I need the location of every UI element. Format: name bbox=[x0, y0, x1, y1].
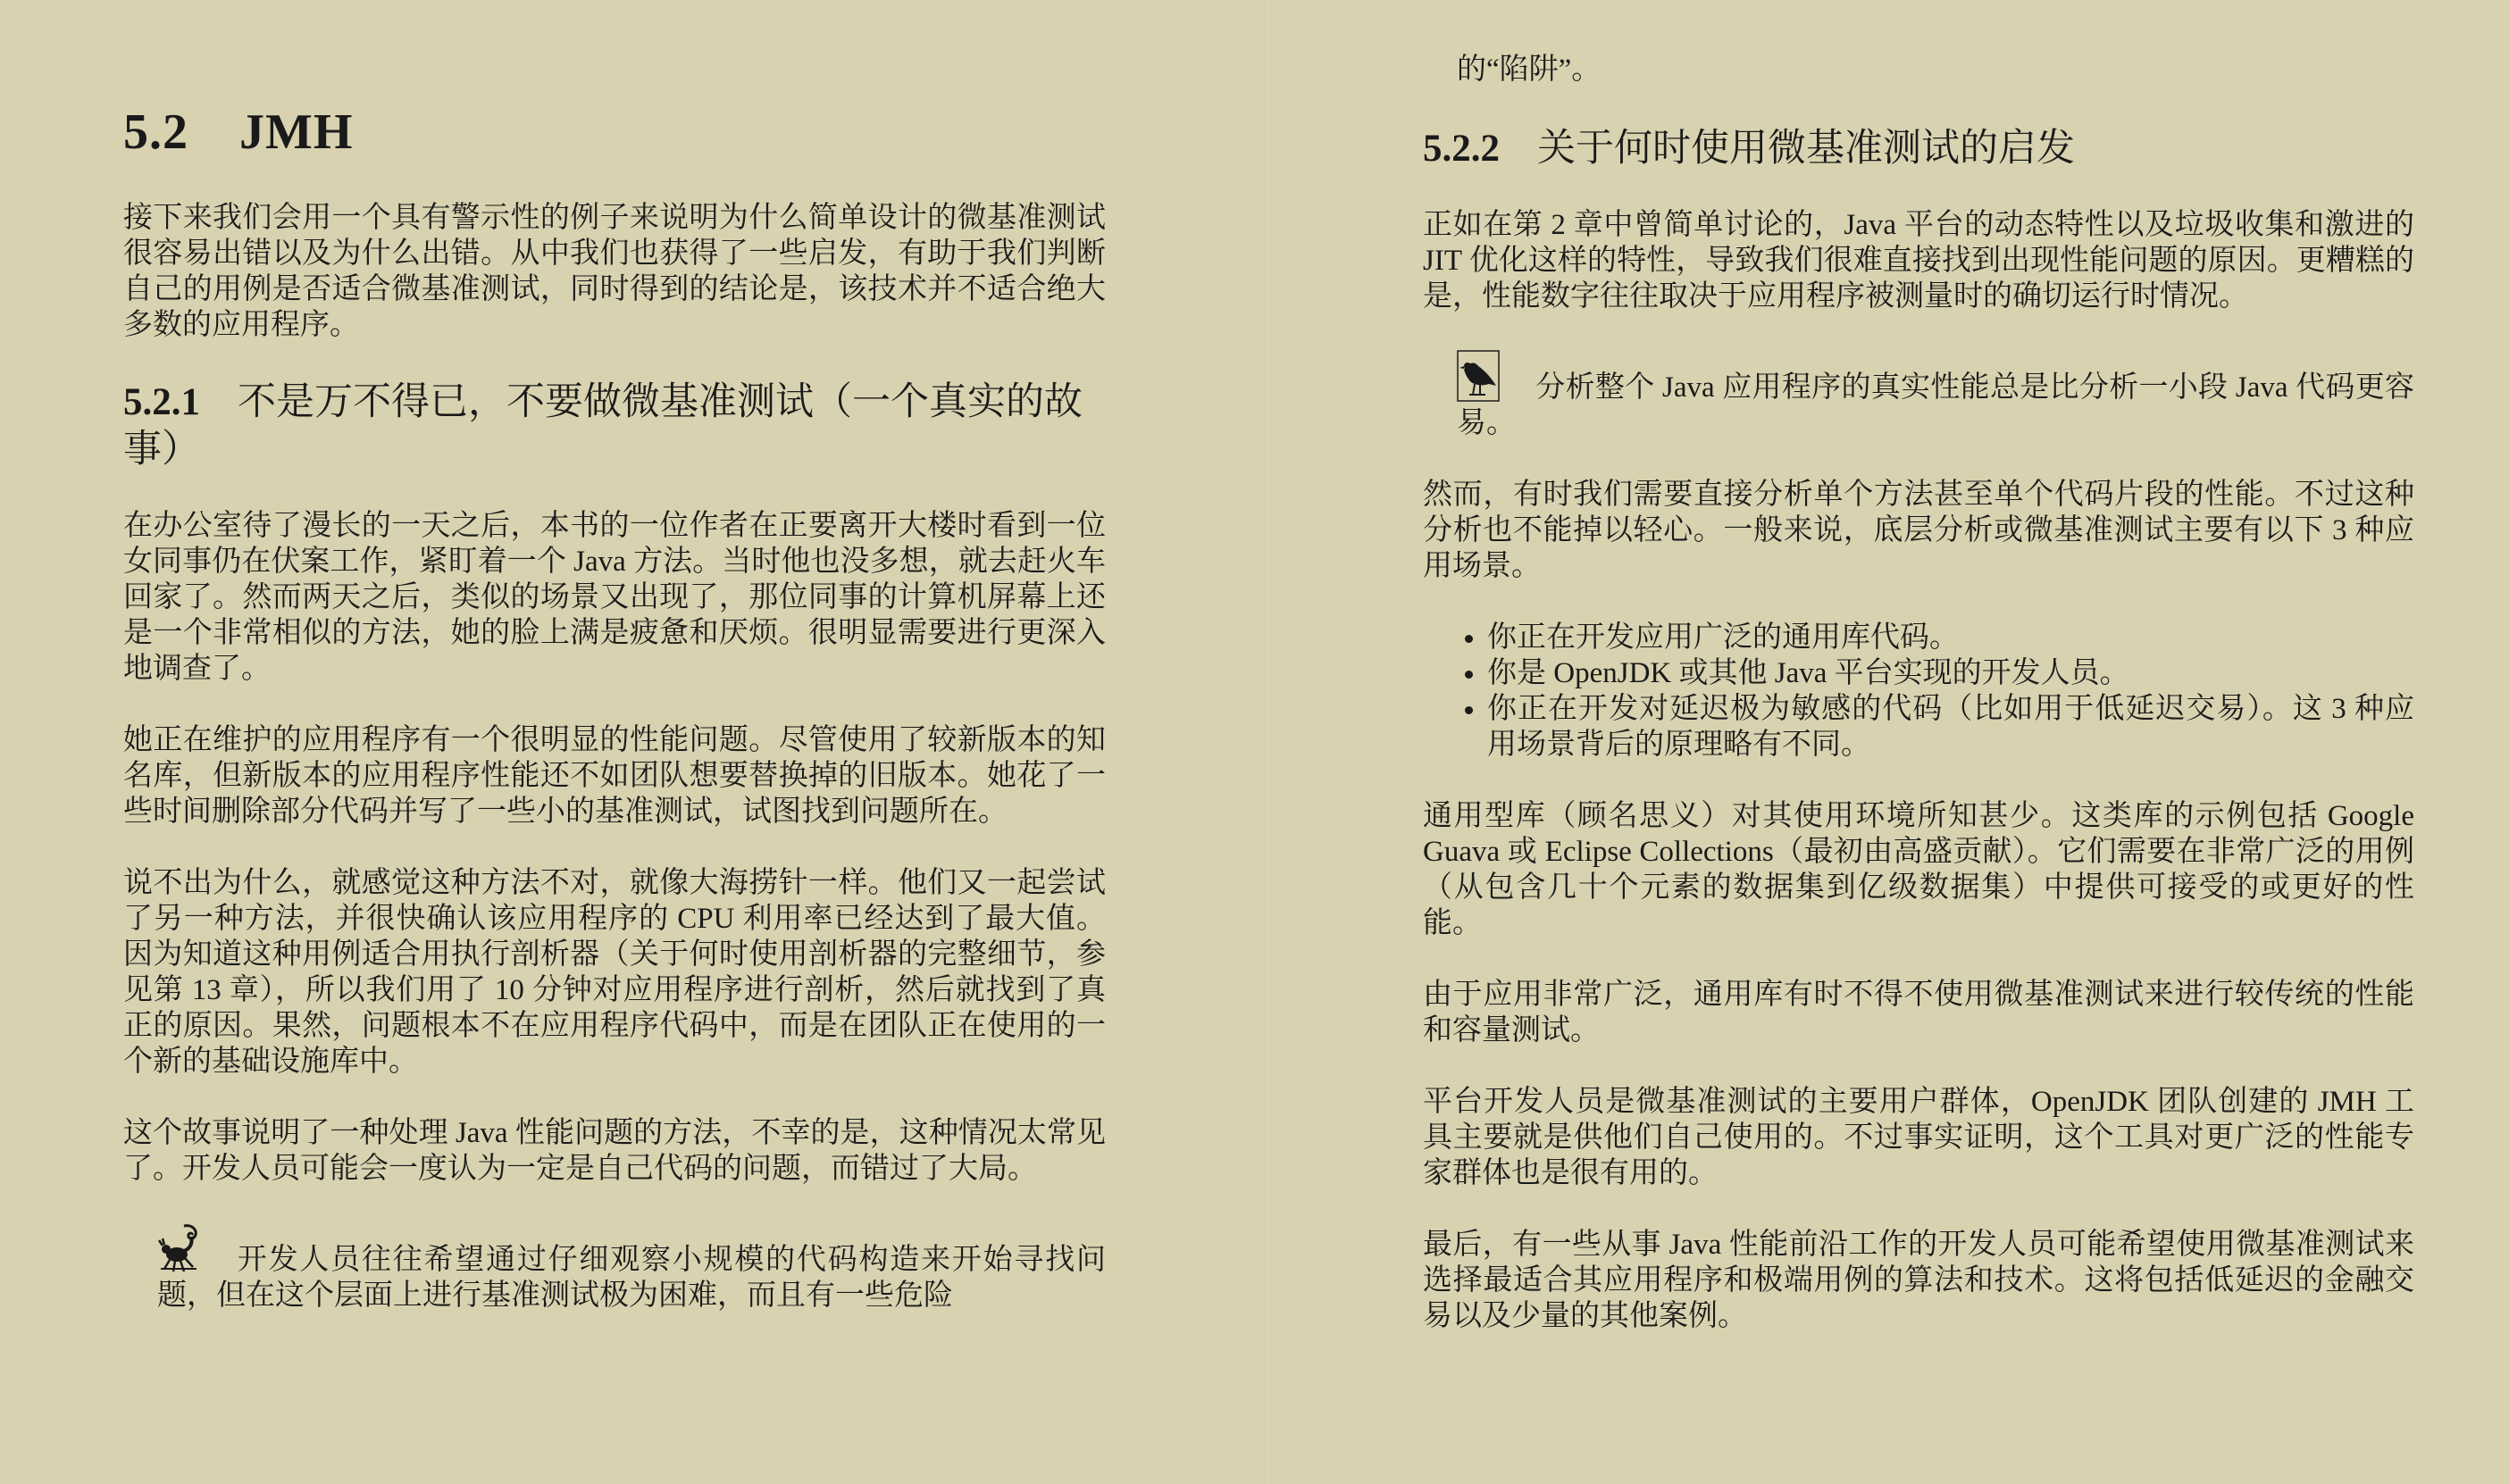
intro-paragraph: 接下来我们会用一个具有警示性的例子来说明为什么简单设计的微基准测试很容易出错以及为什么出错。从中我们也获得了一些启发，有助于我们判断自己的用例是否适合微基准测试，同时得到的结论是，该技术并不适合绝大多数的应用程序。 bbox=[123, 201, 1106, 341]
heuristics-paragraph-2: 然而，有时我们需要直接分析单个方法甚至单个代码片段的性能。不过这种分析也不能掉以轻心。一般来说，底层分析或微基准测试主要有以下 3 种应用场景。 bbox=[1423, 478, 2414, 582]
left-column bbox=[123, 105, 1106, 1313]
right-column bbox=[1423, 52, 2414, 1334]
use-case-list bbox=[1423, 620, 2414, 763]
list-item: • 你正在开发应用广泛的通用库代码。 bbox=[1487, 620, 2414, 655]
library-paragraph: 通用型库（顾名思义）对其使用环境所知甚少。这类库的示例包括 Google Guava 或 Eclipse Collections（最初由高盛贡献）。它们需要在非常广泛的用例（从包含几十个元素的数据集到亿级数据集）中提供可接受的或更好的性能。 bbox=[1423, 799, 2414, 939]
section-title: JMH bbox=[239, 104, 354, 160]
section-heading bbox=[123, 105, 1106, 161]
section-number: 5.2 bbox=[123, 104, 188, 160]
story-paragraph-4: 这个故事说明了一种处理 Java 性能问题的方法，不幸的是，这种情况太常见了。开发人员可能会一度认为一定是自己代码的问题，而错过了大局。 bbox=[123, 1117, 1106, 1186]
platform-developers-paragraph: 平台开发人员是微基准测试的主要用户群体，OpenJDK 团队创建的 JMH 工具主要就是供他们自己使用的。不过事实证明，这个工具对更广泛的性能专家群体也是很有用的。 bbox=[1423, 1085, 2414, 1189]
list-item: • 你正在开发对延迟极为敏感的代码（比如用于低延迟交易）。这 3 种应用场景背后的原理略有不同。 bbox=[1487, 691, 2414, 763]
crow-tip-icon bbox=[1457, 350, 1500, 402]
continued-text: 的“陷阱”。 bbox=[1457, 54, 1602, 86]
library-testing-paragraph: 由于应用非常广泛，通用库有时不得不使用微基准测试来进行较传统的性能和容量测试。 bbox=[1423, 978, 2414, 1046]
subsection-title: 关于何时使用微基准测试的启发 bbox=[1537, 128, 2075, 170]
warning-note bbox=[123, 1222, 1106, 1313]
scorpion-warning-icon bbox=[157, 1222, 200, 1274]
subsection-heading-5-2-1 bbox=[123, 379, 1106, 475]
subsection-title: 不是万不得已，不要做微基准测试（一个真实的故事） bbox=[123, 380, 1083, 471]
subsection-number: 5.2.1 bbox=[123, 380, 200, 423]
right-page bbox=[1269, 0, 2509, 1484]
tip-note-text: 分析整个 Java 应用程序的真实性能总是比分析一小段 Java 代码更容易。 bbox=[1457, 371, 2414, 439]
cutting-edge-paragraph: 最后，有一些从事 Java 性能前沿工作的开发人员可能希望使用微基准测试来选择最适合其应用程序和极端用例的算法和技术。这将包括低延迟的金融交易以及少量的其他案例。 bbox=[1423, 1228, 2414, 1332]
tip-note bbox=[1423, 350, 2414, 441]
heuristics-paragraph-1: 正如在第 2 章中曾简单讨论的，Java 平台的动态特性以及垃圾收集和激进的 JIT 优化这样的特性，导致我们很难直接找到出现性能问题的原因。更糟糕的是，性能数字往往取决于应用程序被测量时的确切运行时情况。 bbox=[1423, 208, 2414, 313]
list-item: • 你是 OpenJDK 或其他 Java 平台实现的开发人员。 bbox=[1487, 655, 2414, 691]
subsection-number: 5.2.2 bbox=[1423, 128, 1500, 170]
story-paragraph-3: 说不出为什么，就感觉这种方法不对，就像大海捞针一样。他们又一起尝试了另一种方法，并很快确认该应用程序的 CPU 利用率已经达到了最大值。因为知道这种用例适合用执行剖析器（关于何时使用剖析器的完整细节，参见第 13 章），所以我们用了 10 分钟对应用程序进行剖析，然后就找到了真正的原因。果然，问题根本不在应用程序代码中，而是在团队正在使用的一个新的基础设施库中。 bbox=[123, 867, 1106, 1079]
warning-note-text: 开发人员往往希望通过仔细观察小规模的代码构造来开始寻找问题，但在这个层面上进行基准测试极为困难，而且有一些危险 bbox=[157, 1244, 1106, 1313]
subsection-heading-5-2-2 bbox=[1423, 125, 2414, 173]
story-paragraph-1: 在办公室待了漫长的一天之后，本书的一位作者在正要离开大楼时看到一位女同事仍在伏案工作，紧盯着一个 Java 方法。当时他也没多想，就去赶火车回家了。然而两天之后，类似的场景又出现了，那位同事的计算机屏幕上还是一个非常相似的方法，她的脸上满是疲惫和厌烦。很明显需要进行更深入地调查了。 bbox=[123, 510, 1106, 686]
story-paragraph-2: 她正在维护的应用程序有一个很明显的性能问题。尽管使用了较新版本的知名库，但新版本的应用程序性能还不如团队想要替换掉的旧版本。她花了一些时间删除部分代码并写了一些小的基准测试，试图找到问题所在。 bbox=[123, 724, 1106, 829]
